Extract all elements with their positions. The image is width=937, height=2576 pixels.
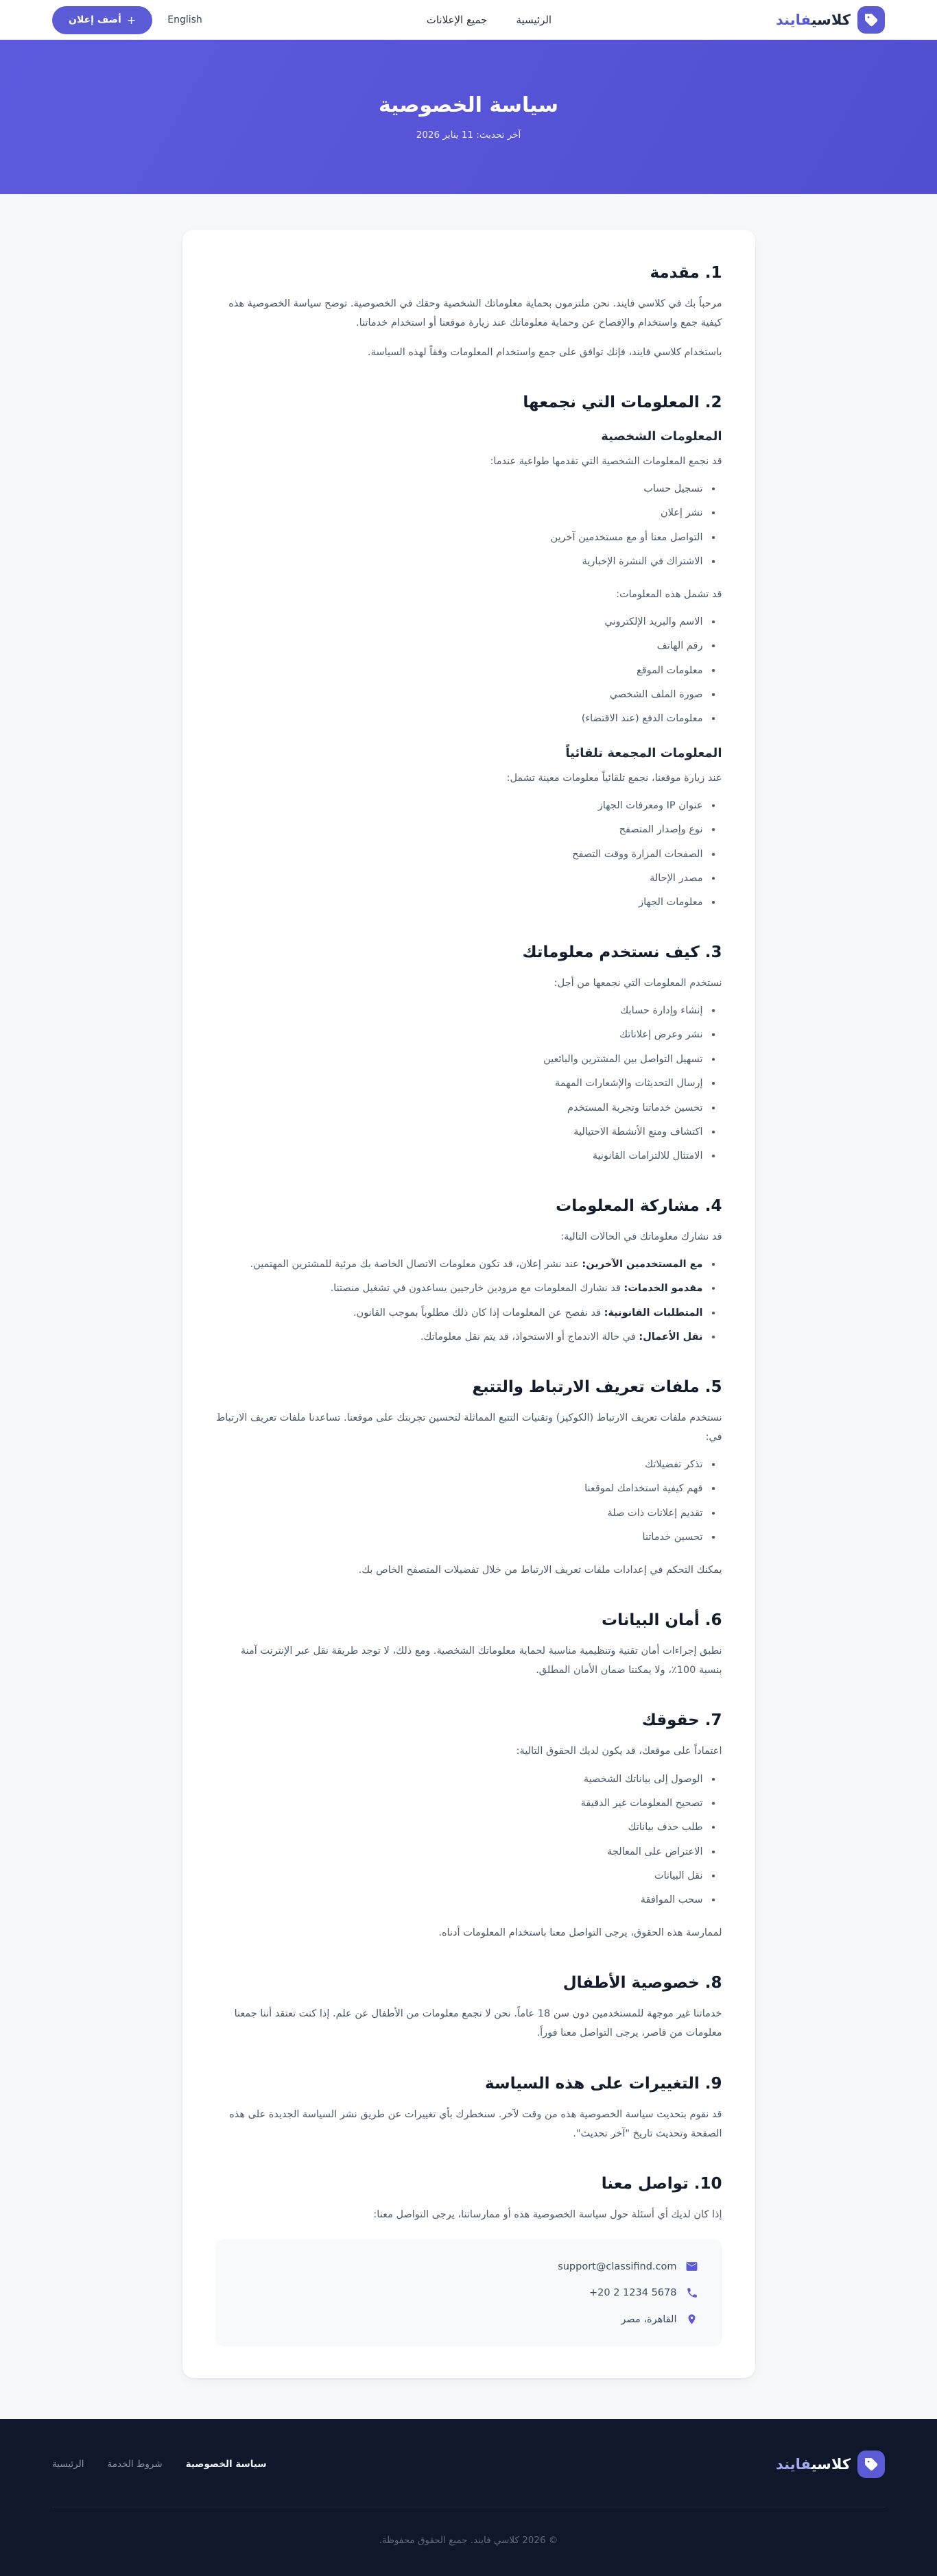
- tag-icon: [857, 6, 885, 34]
- section-heading: 6. أمان البيانات: [602, 1611, 722, 1629]
- language-switcher[interactable]: English: [167, 14, 202, 25]
- policy-card: [182, 230, 755, 2378]
- footer-tag-icon: [857, 2451, 885, 2478]
- bullet-list: [215, 1456, 704, 1547]
- policy-section: [215, 1974, 722, 2043]
- copyright-text: © 2026 كلاسي فايند. جميع الحقوق محفوظة.: [379, 2535, 558, 2547]
- footer-brand-logo[interactable]: [776, 2451, 885, 2478]
- list-item: • إرسال التحديثات والإشعارات المهمة: [215, 1075, 704, 1092]
- policy-section: [215, 2075, 722, 2144]
- section-heading: 2. المعلومات التي نجمعها: [523, 393, 722, 411]
- paragraph: عند زيارة موقعنا، نجمع تلقائياً معلومات معينة تشمل:: [506, 772, 722, 784]
- list-item: • مع المستخدمين الآخرين: عند نشر إعلان، قد تكون معلومات الاتصال الخاصة بك مرئية للمشترين المهتمين.: [215, 1256, 704, 1273]
- email-icon: [685, 2260, 699, 2273]
- bullet-list: [215, 1771, 704, 1910]
- paragraph: خدماتنا غير موجهة للمستخدمين دون سن 18 عاماً. نحن لا نجمع معلومات من الأطفال عن علم. إذا كنت تعتقد أننا جمعنا معلومات من قاصر، يرجى التواصل معنا فوراً.: [234, 2008, 722, 2039]
- header-actions: [52, 6, 202, 34]
- policy-section: [215, 943, 722, 1166]
- list-item: • تذكر تفضيلاتك: [215, 1456, 704, 1473]
- section-heading: 10. تواصل معنا: [601, 2175, 722, 2193]
- paragraph: اعتماداً على موقعك، قد يكون لديك الحقوق التالية:: [516, 1746, 722, 1757]
- location-pin-icon: [685, 2313, 699, 2326]
- main-nav: [427, 14, 551, 26]
- footer-link-home[interactable]: الرئيسية: [52, 2459, 84, 2470]
- list-item: • نشر وعرض إعلاناتك: [215, 1026, 704, 1044]
- list-item: • معلومات الدفع (عند الاقتضاء): [215, 710, 704, 727]
- subsection-heading: المعلومات الشخصية: [601, 429, 722, 444]
- section-heading: 7. حقوقك: [641, 1711, 722, 1730]
- section-heading: 1. مقدمة: [650, 264, 722, 282]
- list-item: • إنشاء وإدارة حسابك: [215, 1002, 704, 1020]
- list-item: • عنوان IP ومعرفات الجهاز: [215, 797, 704, 815]
- list-item: • تحسين خدماتنا: [215, 1529, 704, 1546]
- contact-phone-row: [239, 2287, 699, 2299]
- last-updated: آخر تحديث: 11 يناير 2026: [416, 130, 521, 141]
- footer-link-privacy[interactable]: سياسة الخصوصية: [185, 2459, 267, 2470]
- phone-icon: [685, 2287, 699, 2299]
- bullet-list: [215, 1002, 704, 1166]
- list-item: • نوع وإصدار المتصفح: [215, 821, 704, 839]
- policy-section: [215, 1197, 722, 1347]
- list-item: • نقل البيانات: [215, 1868, 704, 1885]
- list-item: • معلومات الموقع: [215, 662, 704, 679]
- paragraph: قد نقوم بتحديث سياسة الخصوصية هذه من وقت لآخر. سنخطرك بأي تغييرات عن طريق نشر السياسة الجديدة على هذه الصفحة وتحديث تاريخ "آخر تحديث".: [229, 2108, 722, 2139]
- section-heading: 3. كيف نستخدم معلوماتك: [522, 943, 722, 961]
- hero-banner: [0, 40, 937, 194]
- list-item: • تسهيل التواصل بين المشترين والبائعين: [215, 1051, 704, 1068]
- paragraph: يمكنك التحكم في إعدادات ملفات تعريف الارتباط من خلال تفضيلات المتصفح الخاص بك.: [358, 1564, 722, 1576]
- bullet-list: [215, 481, 704, 571]
- footer-links: [52, 2459, 267, 2470]
- add-listing-label: أضف إعلان: [69, 14, 121, 25]
- policy-section: [215, 1711, 722, 1942]
- paragraph: إذا كان لديك أي أسئلة حول سياسة الخصوصية هذه أو ممارساتنا، يرجى التواصل معنا:: [373, 2209, 722, 2221]
- policy-section: [215, 394, 722, 912]
- list-item: • رقم الهاتف: [215, 638, 704, 655]
- brand-name: كلاسيفايند: [776, 12, 851, 28]
- nav-all-ads[interactable]: جميع الإعلانات: [426, 14, 488, 26]
- list-item: • المتطلبات القانونية: قد نفصح عن المعلومات إذا كان ذلك مطلوباً بموجب القانون.: [215, 1305, 704, 1322]
- contact-email-row: [239, 2260, 699, 2273]
- paragraph: مرحباً بك في كلاسي فايند. نحن ملتزمون بحماية معلوماتك الشخصية وحقك في الخصوصية. توضح سياسة الخصوصية هذه كيفية جمع واستخدام والإفصاح عن وحماية معلوماتك عند زيارة موقعنا أو استخدام خدماتنا.: [228, 298, 722, 329]
- policy-sections: [215, 264, 722, 2224]
- list-item: • الاعتراض على المعالجة: [215, 1844, 704, 1861]
- list-item: • صورة الملف الشخصي: [215, 686, 704, 703]
- paragraph: نستخدم المعلومات التي نجمعها من أجل:: [554, 977, 722, 989]
- policy-section: [215, 1378, 722, 1580]
- brand-logo[interactable]: [776, 6, 885, 34]
- paragraph: قد نجمع المعلومات الشخصية التي تقدمها طواعية عندما:: [490, 455, 722, 467]
- paragraph: نطبق إجراءات أمان تقنية وتنظيمية مناسبة لحماية معلوماتك الشخصية. ومع ذلك، لا توجد طريقة نقل عبر الإنترنت آمنة بنسبة 100٪، ولا يمكننا ضمان الأمان المطلق.: [240, 1645, 722, 1676]
- list-item: • سحب الموافقة: [215, 1892, 704, 1909]
- section-heading: 4. مشاركة المعلومات: [556, 1196, 722, 1215]
- list-item: • فهم كيفية استخدامك لموقعنا: [215, 1480, 704, 1497]
- footer-brand-name: كلاسيفايند: [776, 2456, 851, 2473]
- list-item: • تحسين خدماتنا وتجربة المستخدم: [215, 1100, 704, 1117]
- policy-section: [215, 264, 722, 362]
- bullet-list: [215, 614, 704, 728]
- list-item: • الوصول إلى بياناتك الشخصية: [215, 1771, 704, 1788]
- section-heading: 8. خصوصية الأطفال: [562, 1974, 722, 1993]
- subsection-heading: المعلومات المجمعة تلقائياً: [565, 745, 722, 760]
- list-item: • تقديم إعلانات ذات صلة: [215, 1505, 704, 1522]
- list-item: • طلب حذف بياناتك: [215, 1819, 704, 1836]
- main-content: [0, 194, 937, 2419]
- list-item: • الاسم والبريد الإلكتروني: [215, 614, 704, 631]
- list-item: • تسجيل حساب: [215, 481, 704, 498]
- contact-box: [215, 2239, 722, 2346]
- list-item: • تصحيح المعلومات غير الدقيقة: [215, 1795, 704, 1812]
- list-item: • مصدر الإحالة: [215, 870, 704, 887]
- list-item: • الامتثال للالتزامات القانونية: [215, 1148, 704, 1165]
- section-heading: 5. ملفات تعريف الارتباط والتتبع: [472, 1377, 722, 1396]
- paragraph: لممارسة هذه الحقوق، يرجى التواصل معنا باستخدام المعلومات أدناه.: [438, 1927, 722, 1938]
- paragraph: باستخدام كلاسي فايند، فإنك توافق على جمع واستخدام المعلومات وفقاً لهذه السياسة.: [368, 346, 722, 358]
- bullet-list: [215, 1256, 704, 1347]
- site-footer: [0, 2419, 937, 2576]
- plus-icon: +: [126, 13, 137, 27]
- contact-location-row: [239, 2313, 699, 2326]
- add-listing-button[interactable]: [52, 6, 152, 34]
- contact-phone[interactable]: +20 2 1234 5678: [589, 2287, 677, 2299]
- contact-location: القاهرة، مصر: [621, 2313, 677, 2325]
- policy-section: [215, 1611, 722, 1681]
- bullet-list: [215, 797, 704, 912]
- list-item: • معلومات الجهاز: [215, 894, 704, 911]
- nav-home[interactable]: الرئيسية: [516, 14, 552, 26]
- list-item: • نشر إعلان: [215, 505, 704, 522]
- paragraph: قد تشمل هذه المعلومات:: [616, 588, 722, 600]
- section-heading: 9. التغييرات على هذه السياسة: [485, 2074, 722, 2093]
- list-item: • نقل الأعمال: في حالة الاندماج أو الاستحواذ، قد يتم نقل معلوماتك.: [215, 1329, 704, 1346]
- site-header: [0, 0, 937, 40]
- paragraph: قد نشارك معلوماتك في الحالات التالية:: [560, 1231, 722, 1242]
- page-title: سياسة الخصوصية: [378, 93, 559, 117]
- list-item: • التواصل معنا أو مع مستخدمين آخرين: [215, 529, 704, 546]
- paragraph: نستخدم ملفات تعريف الارتباط (الكوكيز) وتقنيات التتبع المماثلة لتحسين تجربتك على موقعنا. تساعدنا ملفات تعريف الارتباط في:: [215, 1412, 722, 1443]
- footer-link-terms[interactable]: شروط الخدمة: [107, 2459, 163, 2470]
- contact-email[interactable]: support@classifind.com: [558, 2261, 677, 2272]
- policy-section: [215, 2175, 722, 2224]
- list-item: • الاشتراك في النشرة الإخبارية: [215, 553, 704, 570]
- list-item: • اكتشاف ومنع الأنشطة الاحتيالية: [215, 1124, 704, 1141]
- list-item: • مقدمو الخدمات: قد نشارك المعلومات مع مزودين خارجيين يساعدون في تشغيل منصتنا.: [215, 1280, 704, 1297]
- list-item: • الصفحات المزارة ووقت التصفح: [215, 846, 704, 863]
